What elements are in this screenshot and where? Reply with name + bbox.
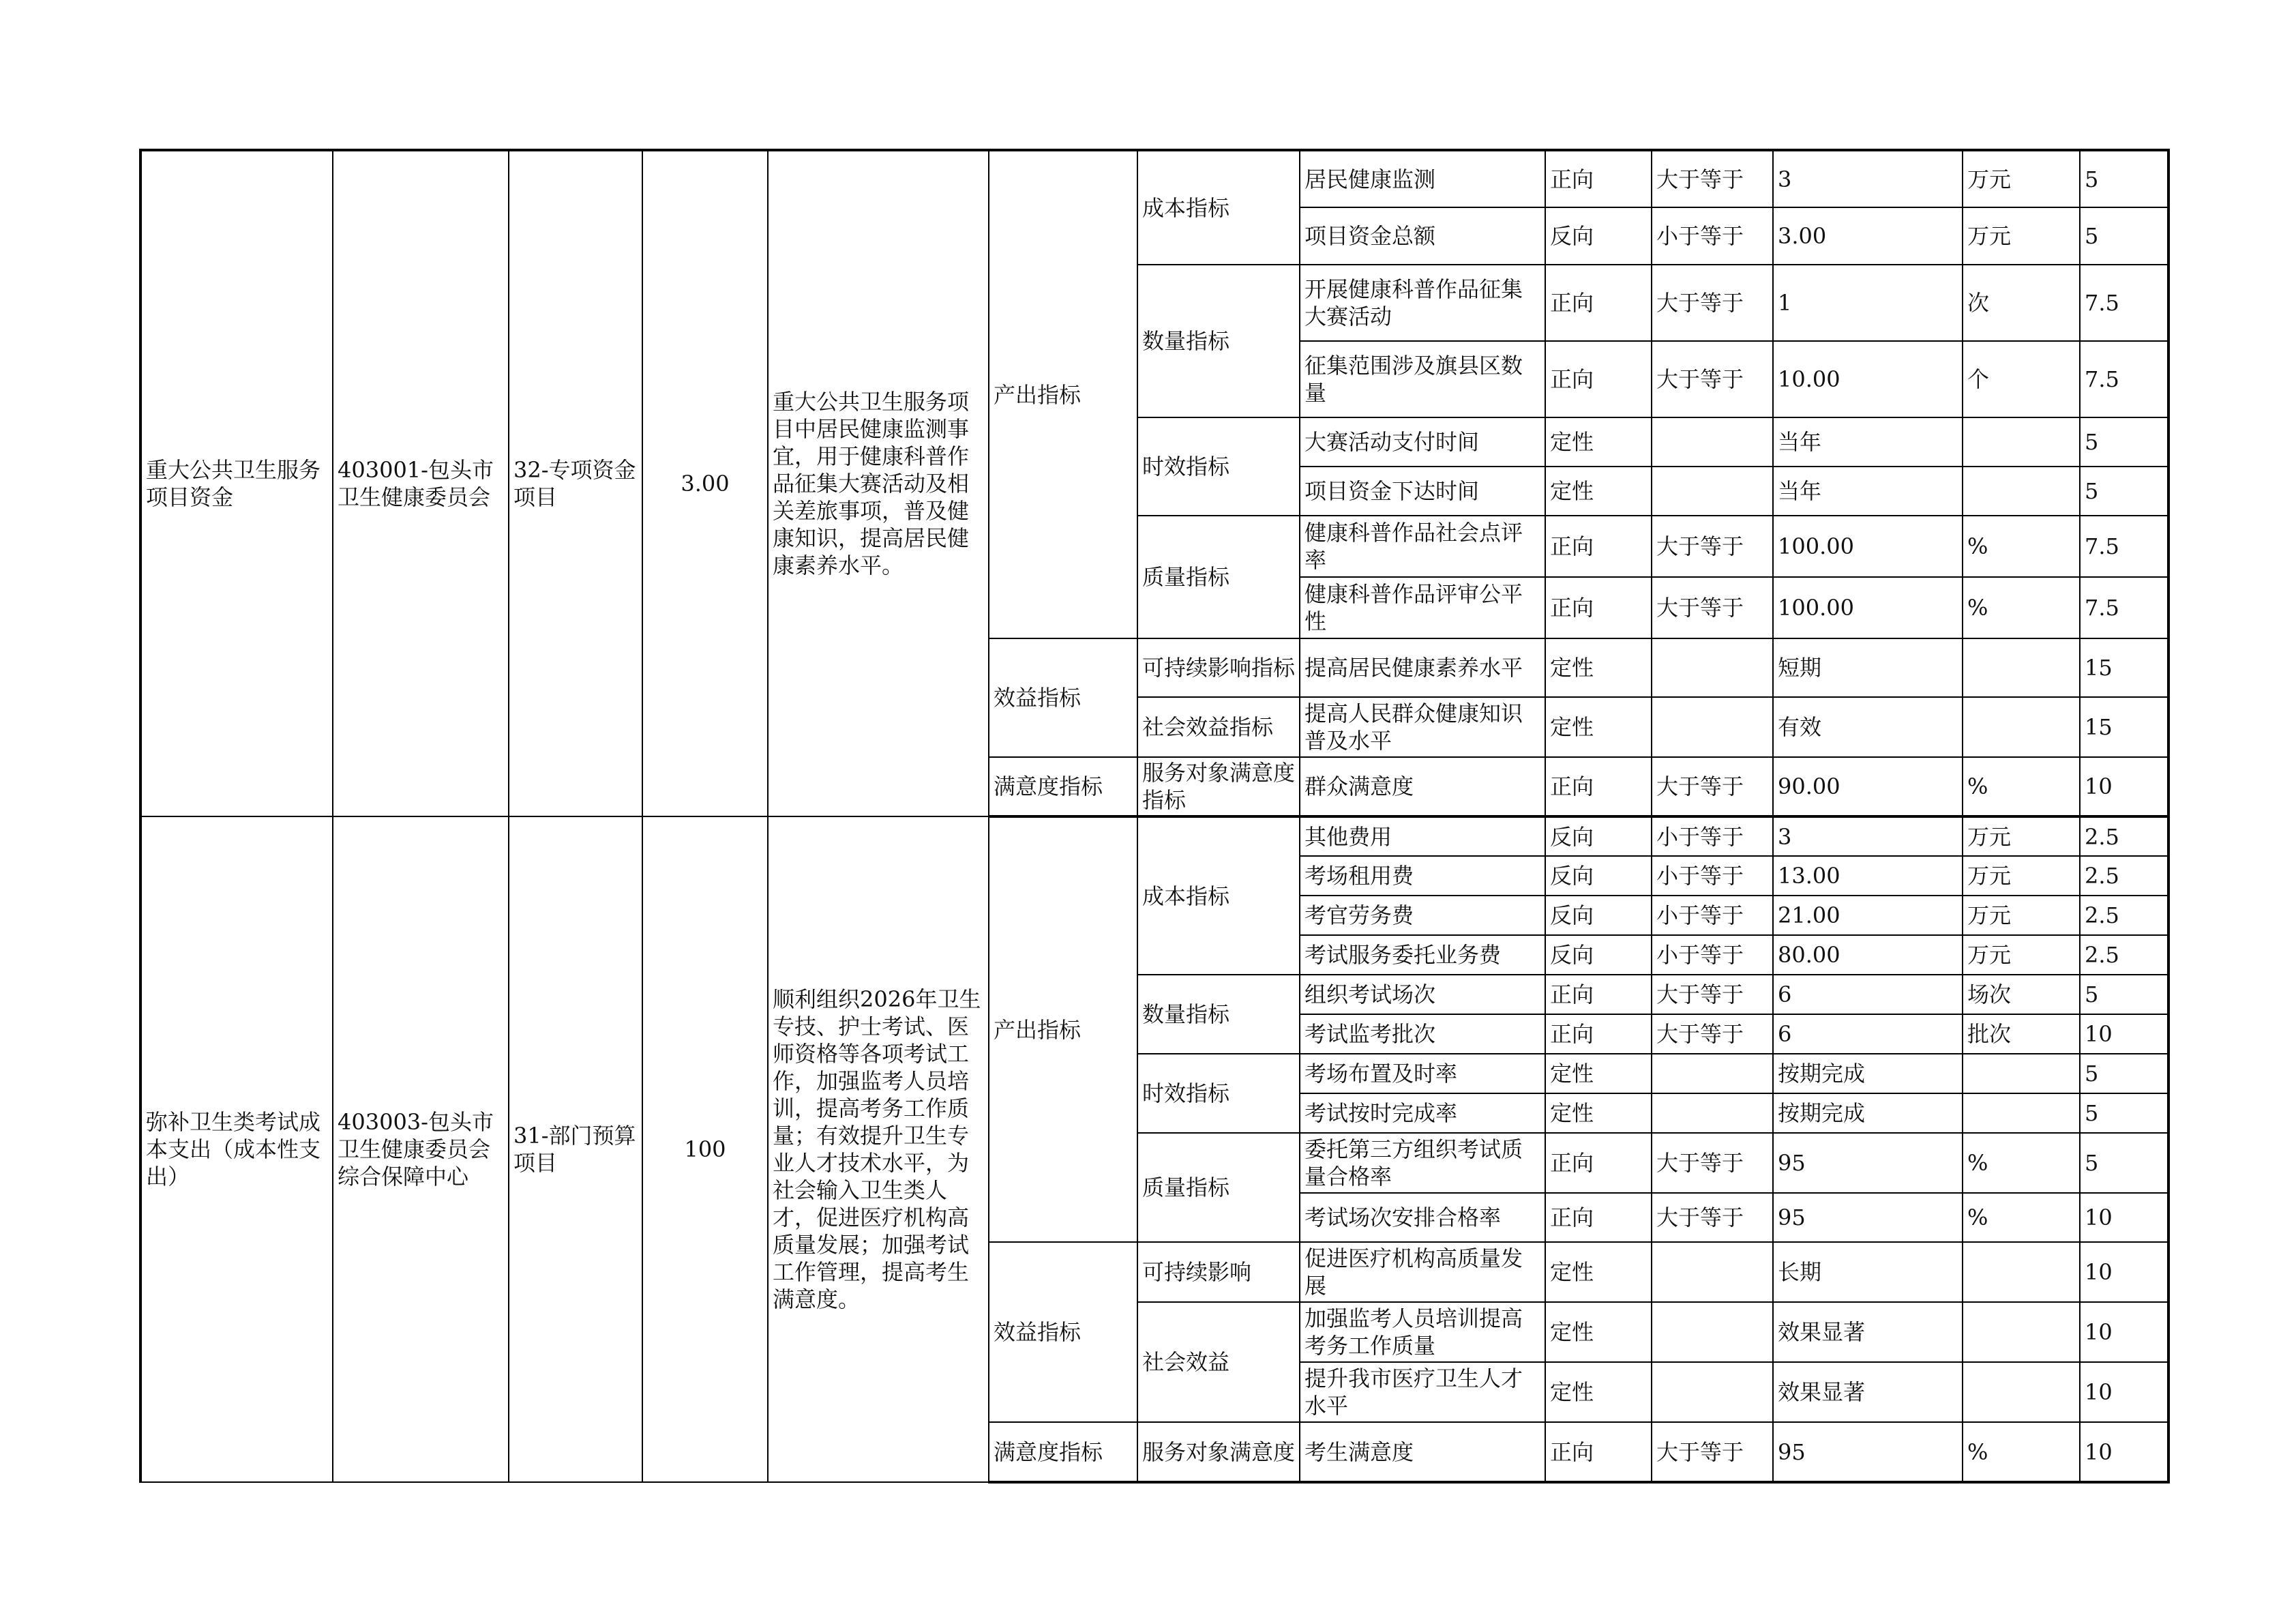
indicator-score: 7.5: [2080, 341, 2168, 417]
indicator-score: 5: [2080, 207, 2168, 265]
indicator-name: 考生满意度: [1300, 1422, 1545, 1482]
indicator-value: 90.00: [1773, 757, 1963, 816]
indicator-value: 按期完成: [1773, 1093, 1963, 1133]
indicator-nature: 定性: [1545, 1242, 1652, 1302]
indicator-unit: 万元: [1963, 150, 2080, 207]
indicator-score: 5: [2080, 467, 2168, 516]
indicator-name: 大赛活动支付时间: [1300, 417, 1545, 467]
indicator-value: 10.00: [1773, 341, 1963, 417]
indicator-score: 15: [2080, 638, 2168, 697]
indicator-unit: %: [1963, 1422, 2080, 1482]
indicator-operator: [1652, 467, 1773, 516]
level2-indicator: 数量指标: [1137, 975, 1300, 1054]
indicator-name: 考官劳务费: [1300, 896, 1545, 935]
indicator-unit: 万元: [1963, 856, 2080, 896]
indicator-operator: [1652, 417, 1773, 467]
indicator-score: 5: [2080, 1054, 2168, 1093]
indicator-score: 10: [2080, 757, 2168, 816]
indicator-score: 7.5: [2080, 577, 2168, 638]
indicator-value: 1: [1773, 265, 1963, 341]
indicator-operator: 大于等于: [1652, 1014, 1773, 1054]
indicator-unit: [1963, 1362, 2080, 1422]
indicator-nature: 定性: [1545, 467, 1652, 516]
indicator-score: 10: [2080, 1362, 2168, 1422]
project-unit: 403001-包头市卫生健康委员会: [333, 150, 509, 816]
indicator-value: 有效: [1773, 697, 1963, 757]
level2-indicator: 质量指标: [1137, 516, 1300, 638]
indicator-value: 6: [1773, 1014, 1963, 1054]
indicator-operator: 大于等于: [1652, 1422, 1773, 1482]
indicator-unit: 场次: [1963, 975, 2080, 1014]
indicator-value: 效果显著: [1773, 1302, 1963, 1362]
indicator-unit: %: [1963, 757, 2080, 816]
indicator-unit: 批次: [1963, 1014, 2080, 1054]
indicator-unit: 个: [1963, 341, 2080, 417]
indicator-name: 加强监考人员培训提高考务工作质量: [1300, 1302, 1545, 1362]
indicator-value: 6: [1773, 975, 1963, 1014]
level2-indicator: 服务对象满意度: [1137, 1422, 1300, 1482]
indicator-nature: 正向: [1545, 757, 1652, 816]
project-type: 31-部门预算项目: [509, 816, 642, 1482]
level2-indicator: 社会效益: [1137, 1302, 1300, 1422]
indicator-unit: [1963, 467, 2080, 516]
indicator-name: 项目资金总额: [1300, 207, 1545, 265]
indicator-nature: 正向: [1545, 516, 1652, 577]
level1-indicator: 满意度指标: [989, 1422, 1137, 1482]
indicator-name: 促进医疗机构高质量发展: [1300, 1242, 1545, 1302]
indicator-value: 当年: [1773, 417, 1963, 467]
indicator-score: 15: [2080, 697, 2168, 757]
level1-indicator: 效益指标: [989, 1242, 1137, 1422]
indicator-name: 项目资金下达时间: [1300, 467, 1545, 516]
indicator-score: 10: [2080, 1242, 2168, 1302]
indicator-name: 提升我市医疗卫生人才水平: [1300, 1362, 1545, 1422]
project-type: 32-专项资金项目: [509, 150, 642, 816]
indicator-value: 95: [1773, 1133, 1963, 1193]
indicator-name: 组织考试场次: [1300, 975, 1545, 1014]
indicator-score: 2.5: [2080, 896, 2168, 935]
indicator-operator: 大于等于: [1652, 150, 1773, 207]
indicator-value: 3: [1773, 816, 1963, 856]
level2-indicator: 社会效益指标: [1137, 697, 1300, 757]
indicator-nature: 正向: [1545, 1422, 1652, 1482]
indicator-nature: 反向: [1545, 935, 1652, 975]
indicator-score: 7.5: [2080, 516, 2168, 577]
indicator-name: 提高居民健康素养水平: [1300, 638, 1545, 697]
indicator-unit: [1963, 638, 2080, 697]
project-goal: 顺利组织2026年卫生专技、护士考试、医师资格等各项考试工作，加强监考人员培训，提高考务工作质量；有效提升卫生专业人才技术水平，为社会输入卫生类人才，促进医疗机构高质量发展；加强考试工作管理，提高考生满意度。: [768, 816, 989, 1482]
indicator-operator: [1652, 697, 1773, 757]
table-row: [140, 150, 2168, 207]
performance-indicator-table: [139, 149, 2170, 1483]
indicator-unit: 万元: [1963, 207, 2080, 265]
indicator-operator: 大于等于: [1652, 577, 1773, 638]
project-amount: 100: [642, 816, 768, 1482]
project-unit: 403003-包头市卫生健康委员会综合保障中心: [333, 816, 509, 1482]
indicator-score: 5: [2080, 417, 2168, 467]
indicator-nature: 定性: [1545, 697, 1652, 757]
indicator-operator: 大于等于: [1652, 757, 1773, 816]
indicator-unit: %: [1963, 1193, 2080, 1242]
indicator-operator: 大于等于: [1652, 516, 1773, 577]
level2-indicator: 可持续影响: [1137, 1242, 1300, 1302]
project-name: 重大公共卫生服务项目资金: [140, 150, 333, 816]
indicator-name: 征集范围涉及旗县区数量: [1300, 341, 1545, 417]
indicator-name: 考试按时完成率: [1300, 1093, 1545, 1133]
indicator-nature: 反向: [1545, 856, 1652, 896]
indicator-unit: [1963, 1302, 2080, 1362]
indicator-operator: 大于等于: [1652, 975, 1773, 1014]
indicator-operator: 小于等于: [1652, 935, 1773, 975]
indicator-nature: 反向: [1545, 816, 1652, 856]
indicator-unit: 万元: [1963, 816, 2080, 856]
level2-indicator: 质量指标: [1137, 1133, 1300, 1242]
indicator-score: 5: [2080, 1093, 2168, 1133]
indicator-value: 短期: [1773, 638, 1963, 697]
indicator-unit: [1963, 1242, 2080, 1302]
level1-indicator: 满意度指标: [989, 757, 1137, 816]
indicator-value: 按期完成: [1773, 1054, 1963, 1093]
indicator-operator: 大于等于: [1652, 1133, 1773, 1193]
indicator-score: 2.5: [2080, 816, 2168, 856]
level2-indicator: 数量指标: [1137, 265, 1300, 417]
indicator-value: 效果显著: [1773, 1362, 1963, 1422]
indicator-operator: [1652, 1242, 1773, 1302]
indicator-unit: [1963, 1054, 2080, 1093]
level2-indicator: 可持续影响指标: [1137, 638, 1300, 697]
indicator-operator: 大于等于: [1652, 265, 1773, 341]
indicator-unit: %: [1963, 516, 2080, 577]
indicator-name: 考场布置及时率: [1300, 1054, 1545, 1093]
project-amount: 3.00: [642, 150, 768, 816]
indicator-score: 10: [2080, 1193, 2168, 1242]
indicator-value: 3.00: [1773, 207, 1963, 265]
indicator-operator: 小于等于: [1652, 207, 1773, 265]
indicator-value: 80.00: [1773, 935, 1963, 975]
indicator-value: 100.00: [1773, 577, 1963, 638]
level2-indicator: 服务对象满意度指标: [1137, 757, 1300, 816]
indicator-score: 5: [2080, 975, 2168, 1014]
indicator-name: 健康科普作品社会点评率: [1300, 516, 1545, 577]
indicator-name: 考试场次安排合格率: [1300, 1193, 1545, 1242]
indicator-operator: 小于等于: [1652, 816, 1773, 856]
indicator-value: 当年: [1773, 467, 1963, 516]
indicator-nature: 正向: [1545, 975, 1652, 1014]
indicator-unit: [1963, 697, 2080, 757]
indicator-operator: [1652, 1093, 1773, 1133]
indicator-name: 群众满意度: [1300, 757, 1545, 816]
indicator-score: 2.5: [2080, 935, 2168, 975]
indicator-operator: [1652, 1362, 1773, 1422]
indicator-unit: 万元: [1963, 896, 2080, 935]
indicator-nature: 正向: [1545, 1014, 1652, 1054]
indicator-unit: %: [1963, 1133, 2080, 1193]
indicator-nature: 定性: [1545, 1093, 1652, 1133]
indicator-nature: 正向: [1545, 265, 1652, 341]
indicator-name: 考场租用费: [1300, 856, 1545, 896]
indicator-value: 100.00: [1773, 516, 1963, 577]
indicator-name: 其他费用: [1300, 816, 1545, 856]
indicator-nature: 正向: [1545, 150, 1652, 207]
indicator-name: 居民健康监测: [1300, 150, 1545, 207]
indicator-name: 提高人民群众健康知识普及水平: [1300, 697, 1545, 757]
indicator-nature: 定性: [1545, 1362, 1652, 1422]
indicator-value: 95: [1773, 1193, 1963, 1242]
indicator-unit: [1963, 1093, 2080, 1133]
indicator-operator: [1652, 1054, 1773, 1093]
indicator-score: 10: [2080, 1422, 2168, 1482]
indicator-nature: 正向: [1545, 577, 1652, 638]
indicator-nature: 正向: [1545, 1193, 1652, 1242]
indicator-score: 2.5: [2080, 856, 2168, 896]
indicator-value: 95: [1773, 1422, 1963, 1482]
indicator-operator: [1652, 638, 1773, 697]
level2-indicator: 时效指标: [1137, 1054, 1300, 1133]
indicator-value: 21.00: [1773, 896, 1963, 935]
level2-indicator: 成本指标: [1137, 150, 1300, 265]
indicator-name: 健康科普作品评审公平性: [1300, 577, 1545, 638]
indicator-score: 7.5: [2080, 265, 2168, 341]
level1-indicator: 产出指标: [989, 150, 1137, 638]
indicator-operator: 小于等于: [1652, 856, 1773, 896]
indicator-nature: 定性: [1545, 1054, 1652, 1093]
indicator-name: 考试服务委托业务费: [1300, 935, 1545, 975]
project-goal: 重大公共卫生服务项目中居民健康监测事宜，用于健康科普作品征集大赛活动及相关差旅事项，普及健康知识，提高居民健康素养水平。: [768, 150, 989, 816]
indicator-name: 开展健康科普作品征集大赛活动: [1300, 265, 1545, 341]
indicator-operator: 大于等于: [1652, 341, 1773, 417]
indicator-unit: %: [1963, 577, 2080, 638]
indicator-nature: 正向: [1545, 1133, 1652, 1193]
indicator-score: 10: [2080, 1014, 2168, 1054]
table-row: [140, 816, 2168, 856]
indicator-operator: 小于等于: [1652, 896, 1773, 935]
indicator-unit: 万元: [1963, 935, 2080, 975]
indicator-nature: 定性: [1545, 638, 1652, 697]
indicator-score: 5: [2080, 1133, 2168, 1193]
indicator-value: 13.00: [1773, 856, 1963, 896]
indicator-name: 委托第三方组织考试质量合格率: [1300, 1133, 1545, 1193]
indicator-operator: [1652, 1302, 1773, 1362]
indicator-operator: 大于等于: [1652, 1193, 1773, 1242]
level2-indicator: 成本指标: [1137, 816, 1300, 975]
indicator-nature: 正向: [1545, 341, 1652, 417]
level2-indicator: 时效指标: [1137, 417, 1300, 516]
project-name: 弥补卫生类考试成本支出（成本性支出）: [140, 816, 333, 1482]
level1-indicator: 产出指标: [989, 816, 1137, 1242]
indicator-unit: 次: [1963, 265, 2080, 341]
indicator-nature: 定性: [1545, 1302, 1652, 1362]
indicator-value: 长期: [1773, 1242, 1963, 1302]
indicator-nature: 反向: [1545, 896, 1652, 935]
indicator-nature: 反向: [1545, 207, 1652, 265]
indicator-score: 5: [2080, 150, 2168, 207]
indicator-nature: 定性: [1545, 417, 1652, 467]
indicator-name: 考试监考批次: [1300, 1014, 1545, 1054]
indicator-value: 3: [1773, 150, 1963, 207]
level1-indicator: 效益指标: [989, 638, 1137, 757]
indicator-score: 10: [2080, 1302, 2168, 1362]
indicator-unit: [1963, 417, 2080, 467]
